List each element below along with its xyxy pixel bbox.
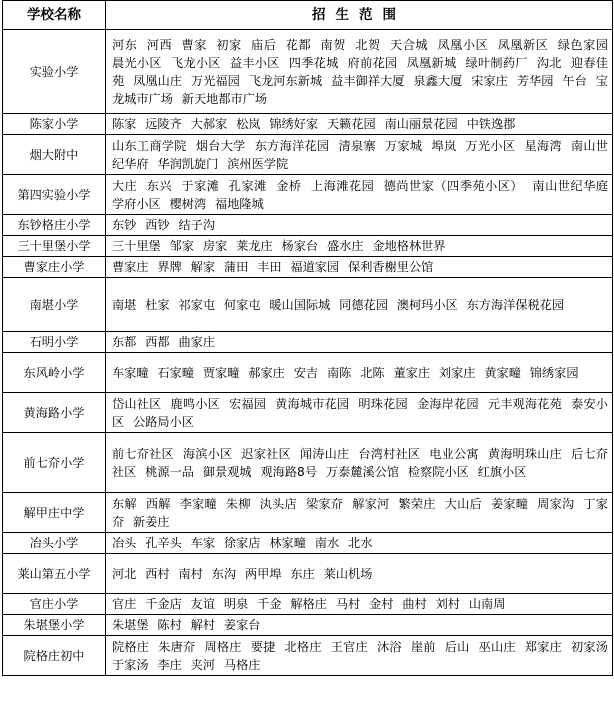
table-row bbox=[3, 175, 613, 215]
enrollment-areas: 前七夼社区 海滨小区 迟家社区 闻涛山庄 台湾村社区 电业公寓 黄海明珠山庄 后七夼社区 桃源一品 御景观城 观海路8号 万泰麓溪公馆 检察院小区 红旗小区 bbox=[106, 433, 613, 493]
header-enrollment-range: 招生范围 bbox=[106, 1, 613, 30]
enrollment-areas: 三十里堡 邹家 房家 莱龙庄 杨家台 盛水庄 金地格林世界 bbox=[106, 236, 613, 257]
table-row bbox=[3, 278, 613, 332]
enrollment-areas: 车家疃 石家疃 贾家疃 郝家庄 安吉 南陈 北陈 董家庄 刘家庄 黄家疃 锦绣家园 bbox=[106, 353, 613, 393]
header-row bbox=[3, 1, 613, 30]
table-row bbox=[3, 30, 613, 114]
enrollment-areas: 曹家庄 界牌 解家 蒲田 丰田 福道家园 保利香榭里公馆 bbox=[106, 257, 613, 278]
school-name: 石明小学 bbox=[3, 332, 106, 353]
enrollment-areas: 院格庄 朱唐夼 周格庄 要捷 北格庄 王官庄 沐浴 崖前 后山 巫山庄 郑家庄 初家汤 于家汤 李庄 夹河 马格庄 bbox=[106, 636, 613, 676]
table-row bbox=[3, 533, 613, 554]
table-row bbox=[3, 353, 613, 393]
school-name: 前七夼小学 bbox=[3, 433, 106, 493]
enrollment-areas: 东钞 西钞 结子沟 bbox=[106, 215, 613, 236]
table-row bbox=[3, 393, 613, 433]
enrollment-areas: 山东工商学院 烟台大学 东方海洋花园 清泉寨 万家城 埠岚 万光小区 星海湾 南山世纪华府 华润凯旋门 滨州医学院 bbox=[106, 135, 613, 175]
enrollment-areas: 岱山社区 鹿鸣小区 宏福园 黄海城市花园 明珠花园 金海岸花园 元丰观海花苑 泰安小区 公路局小区 bbox=[106, 393, 613, 433]
school-name: 院格庄初中 bbox=[3, 636, 106, 676]
enrollment-areas: 朱堪堡 陈村 解村 姜家台 bbox=[106, 615, 613, 636]
school-name: 实验小学 bbox=[3, 30, 106, 114]
enrollment-areas: 东解 西解 李家疃 朱柳 汍头店 梁家夼 解家河 繁荣庄 大山后 姜家疃 周家沟 丁家夼 新姜庄 bbox=[106, 493, 613, 533]
school-name: 曹家庄小学 bbox=[3, 257, 106, 278]
school-name: 陈家小学 bbox=[3, 114, 106, 135]
school-name: 官庄小学 bbox=[3, 594, 106, 615]
enrollment-areas: 官庄 千金店 友谊 明泉 千金 解格庄 马村 金村 曲村 刘村 山南周 bbox=[106, 594, 613, 615]
enrollment-table bbox=[2, 0, 613, 676]
table-row bbox=[3, 594, 613, 615]
table-row bbox=[3, 433, 613, 493]
enrollment-areas: 陈家 远陵齐 大郝家 松岚 锦绣好家 天籁花园 南山丽景花园 中铁逸郡 bbox=[106, 114, 613, 135]
enrollment-areas: 南堪 杜家 祁家屯 何家屯 暖山国际城 同德花园 澳柯玛小区 东方海洋保税花园 bbox=[106, 278, 613, 332]
school-name: 朱堪堡小学 bbox=[3, 615, 106, 636]
enrollment-areas: 河东 河西 曹家 初家 庙后 花都 南贺 北贺 天合城 凤凰小区 凤凰新区 绿色家园 晨光小区 飞龙小区 益丰小区 四季花城 府前花园 凤凰新城 绿叶制药厂 沟北 迎春佳苑 凤凰山庄 万光福园 飞龙河东新城 益丰御祥大厦 泉鑫大厦 宋家庄 芳华园 午台 宝龙城市广场 新天地都市广场 bbox=[106, 30, 613, 114]
header-school-name: 学校名称 bbox=[3, 1, 106, 30]
school-name: 东风岭小学 bbox=[3, 353, 106, 393]
table-row bbox=[3, 257, 613, 278]
table-row bbox=[3, 615, 613, 636]
enrollment-areas: 冶头 孔辛头 车家 徐家店 林家疃 南水 北水 bbox=[106, 533, 613, 554]
table-row bbox=[3, 332, 613, 353]
school-name: 东钞格庄小学 bbox=[3, 215, 106, 236]
table-row bbox=[3, 236, 613, 257]
enrollment-areas: 东都 西都 曲家庄 bbox=[106, 332, 613, 353]
table-row bbox=[3, 554, 613, 594]
table-row bbox=[3, 114, 613, 135]
table-row bbox=[3, 135, 613, 175]
school-name: 黄海路小学 bbox=[3, 393, 106, 433]
school-name: 南堪小学 bbox=[3, 278, 106, 332]
table-row bbox=[3, 493, 613, 533]
school-name: 三十里堡小学 bbox=[3, 236, 106, 257]
enrollment-areas: 大庄 东兴 于家滩 孔家滩 金桥 上海滩花园 德尚世家（四季苑小区） 南山世纪华庭 学府小区 樱树湾 福地隆城 bbox=[106, 175, 613, 215]
table-row bbox=[3, 636, 613, 676]
school-name: 第四实验小学 bbox=[3, 175, 106, 215]
table-row bbox=[3, 215, 613, 236]
school-name: 解甲庄中学 bbox=[3, 493, 106, 533]
school-name: 冶头小学 bbox=[3, 533, 106, 554]
enrollment-areas: 河北 西村 南村 东沟 两甲埠 东庄 莱山机场 bbox=[106, 554, 613, 594]
school-name: 烟大附中 bbox=[3, 135, 106, 175]
school-name: 莱山第五小学 bbox=[3, 554, 106, 594]
